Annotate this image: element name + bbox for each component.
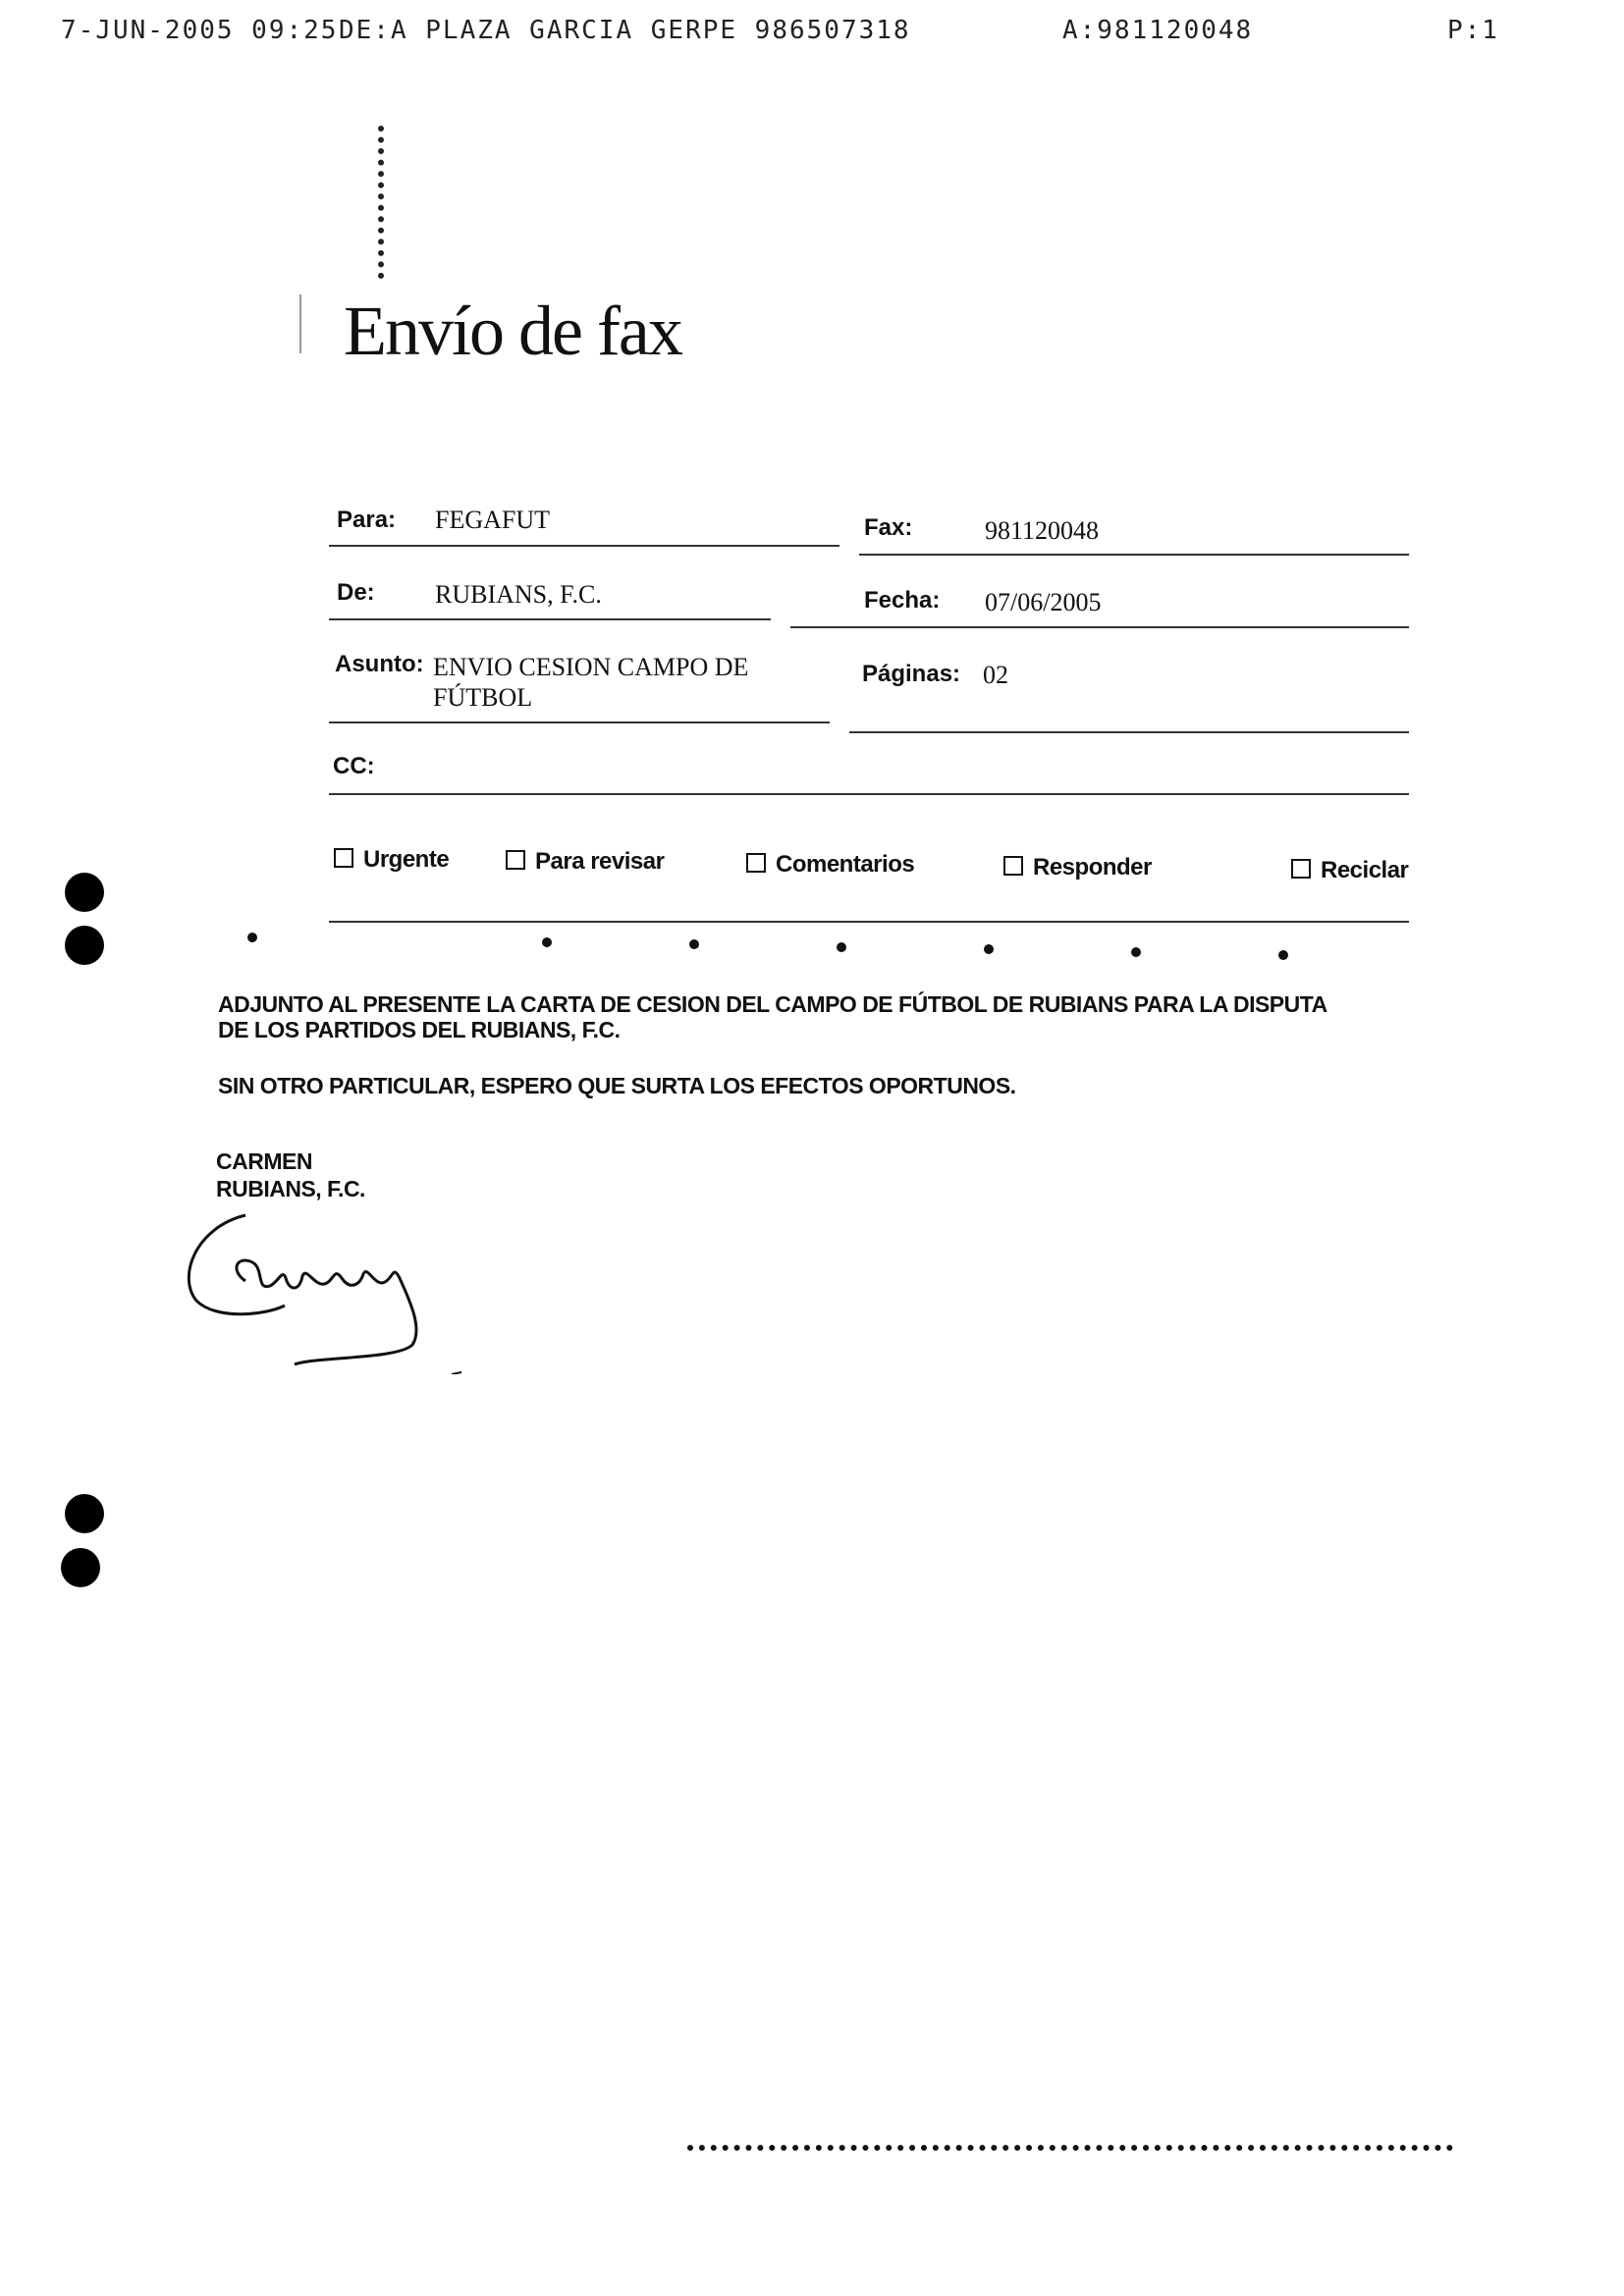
checkbox-box [746, 853, 766, 873]
bottom-dotted-row [687, 2145, 1453, 2157]
separator-rule [329, 921, 1409, 923]
fax-page-number: P:1 [1447, 16, 1499, 45]
decorative-dot [1131, 947, 1141, 957]
checkbox-box [1003, 856, 1023, 876]
fax-label: Fax: [864, 514, 913, 541]
document-title: Envío de fax [344, 292, 681, 370]
de-label: De: [337, 579, 375, 606]
decorative-dot [837, 942, 846, 952]
checkbox-box [334, 848, 353, 868]
title-side-bar [299, 294, 301, 353]
punch-hole [61, 1548, 100, 1587]
decorative-dot [247, 933, 257, 942]
fax-datetime: 7-JUN-2005 09:25 [61, 16, 339, 45]
checkbox-label: Urgente [363, 846, 450, 873]
cc-label: CC: [333, 753, 375, 779]
message-line-1: ADJUNTO AL PRESENTE LA CARTA DE CESION DEL CAMPO DE FÚTBOL DE RUBIANS PARA LA DISPUTA [218, 991, 1327, 1017]
sender-organization: RUBIANS, F.C. [216, 1176, 365, 1201]
decorative-dot [542, 937, 552, 947]
decorative-dot [984, 944, 994, 954]
checkbox-reciclar[interactable] [1291, 857, 1408, 884]
de-underline [329, 618, 771, 620]
punch-hole [65, 926, 104, 965]
checkbox-box [506, 850, 525, 870]
fax-underline [859, 554, 1409, 556]
decorative-dot [689, 939, 699, 949]
checkbox-para-revisar[interactable] [506, 848, 664, 876]
checkbox-label: Para revisar [535, 848, 665, 875]
asunto-label: Asunto: [335, 651, 424, 677]
checkbox-comentarios[interactable] [746, 851, 914, 879]
fax-recipient-number: A:981120048 [1062, 16, 1254, 45]
checkbox-label: Comentarios [776, 851, 915, 878]
fecha-label: Fecha: [864, 587, 941, 614]
de-value: RUBIANS, F.C. [435, 580, 602, 609]
decorative-dot [1278, 950, 1288, 960]
cc-underline [329, 793, 1409, 795]
checkbox-urgente[interactable] [334, 846, 449, 874]
checkbox-box [1291, 859, 1311, 879]
fecha-underline [790, 626, 1409, 628]
punch-hole [65, 873, 104, 912]
fax-sender: DE:A PLAZA GARCIA GERPE 986507318 [339, 16, 911, 45]
paginas-label: Páginas: [862, 661, 961, 687]
fecha-value: 07/06/2005 [985, 588, 1102, 616]
paginas-value: 02 [983, 661, 1008, 689]
dotted-column-decoration [378, 126, 390, 279]
checkbox-label: Reciclar [1321, 857, 1409, 883]
checkbox-label: Responder [1033, 854, 1152, 881]
fax-value: 981120048 [985, 516, 1100, 545]
asunto-value-line1: ENVIO CESION CAMPO DE [433, 653, 749, 681]
asunto-value-line2: FÚTBOL [433, 683, 533, 712]
para-value: FEGAFUT [435, 506, 551, 534]
punch-hole [65, 1494, 104, 1533]
para-underline [329, 545, 839, 547]
asunto-underline [329, 721, 830, 723]
message-line-3: SIN OTRO PARTICULAR, ESPERO QUE SURTA LOS EFECTOS OPORTUNOS. [218, 1073, 1016, 1098]
para-label: Para: [337, 507, 397, 533]
checkbox-responder[interactable] [1003, 854, 1152, 881]
paginas-underline [849, 731, 1409, 733]
handwritten-signature [177, 1198, 471, 1374]
sender-name: CARMEN [216, 1148, 312, 1174]
message-line-2: DE LOS PARTIDOS DEL RUBIANS, F.C. [218, 1017, 621, 1042]
